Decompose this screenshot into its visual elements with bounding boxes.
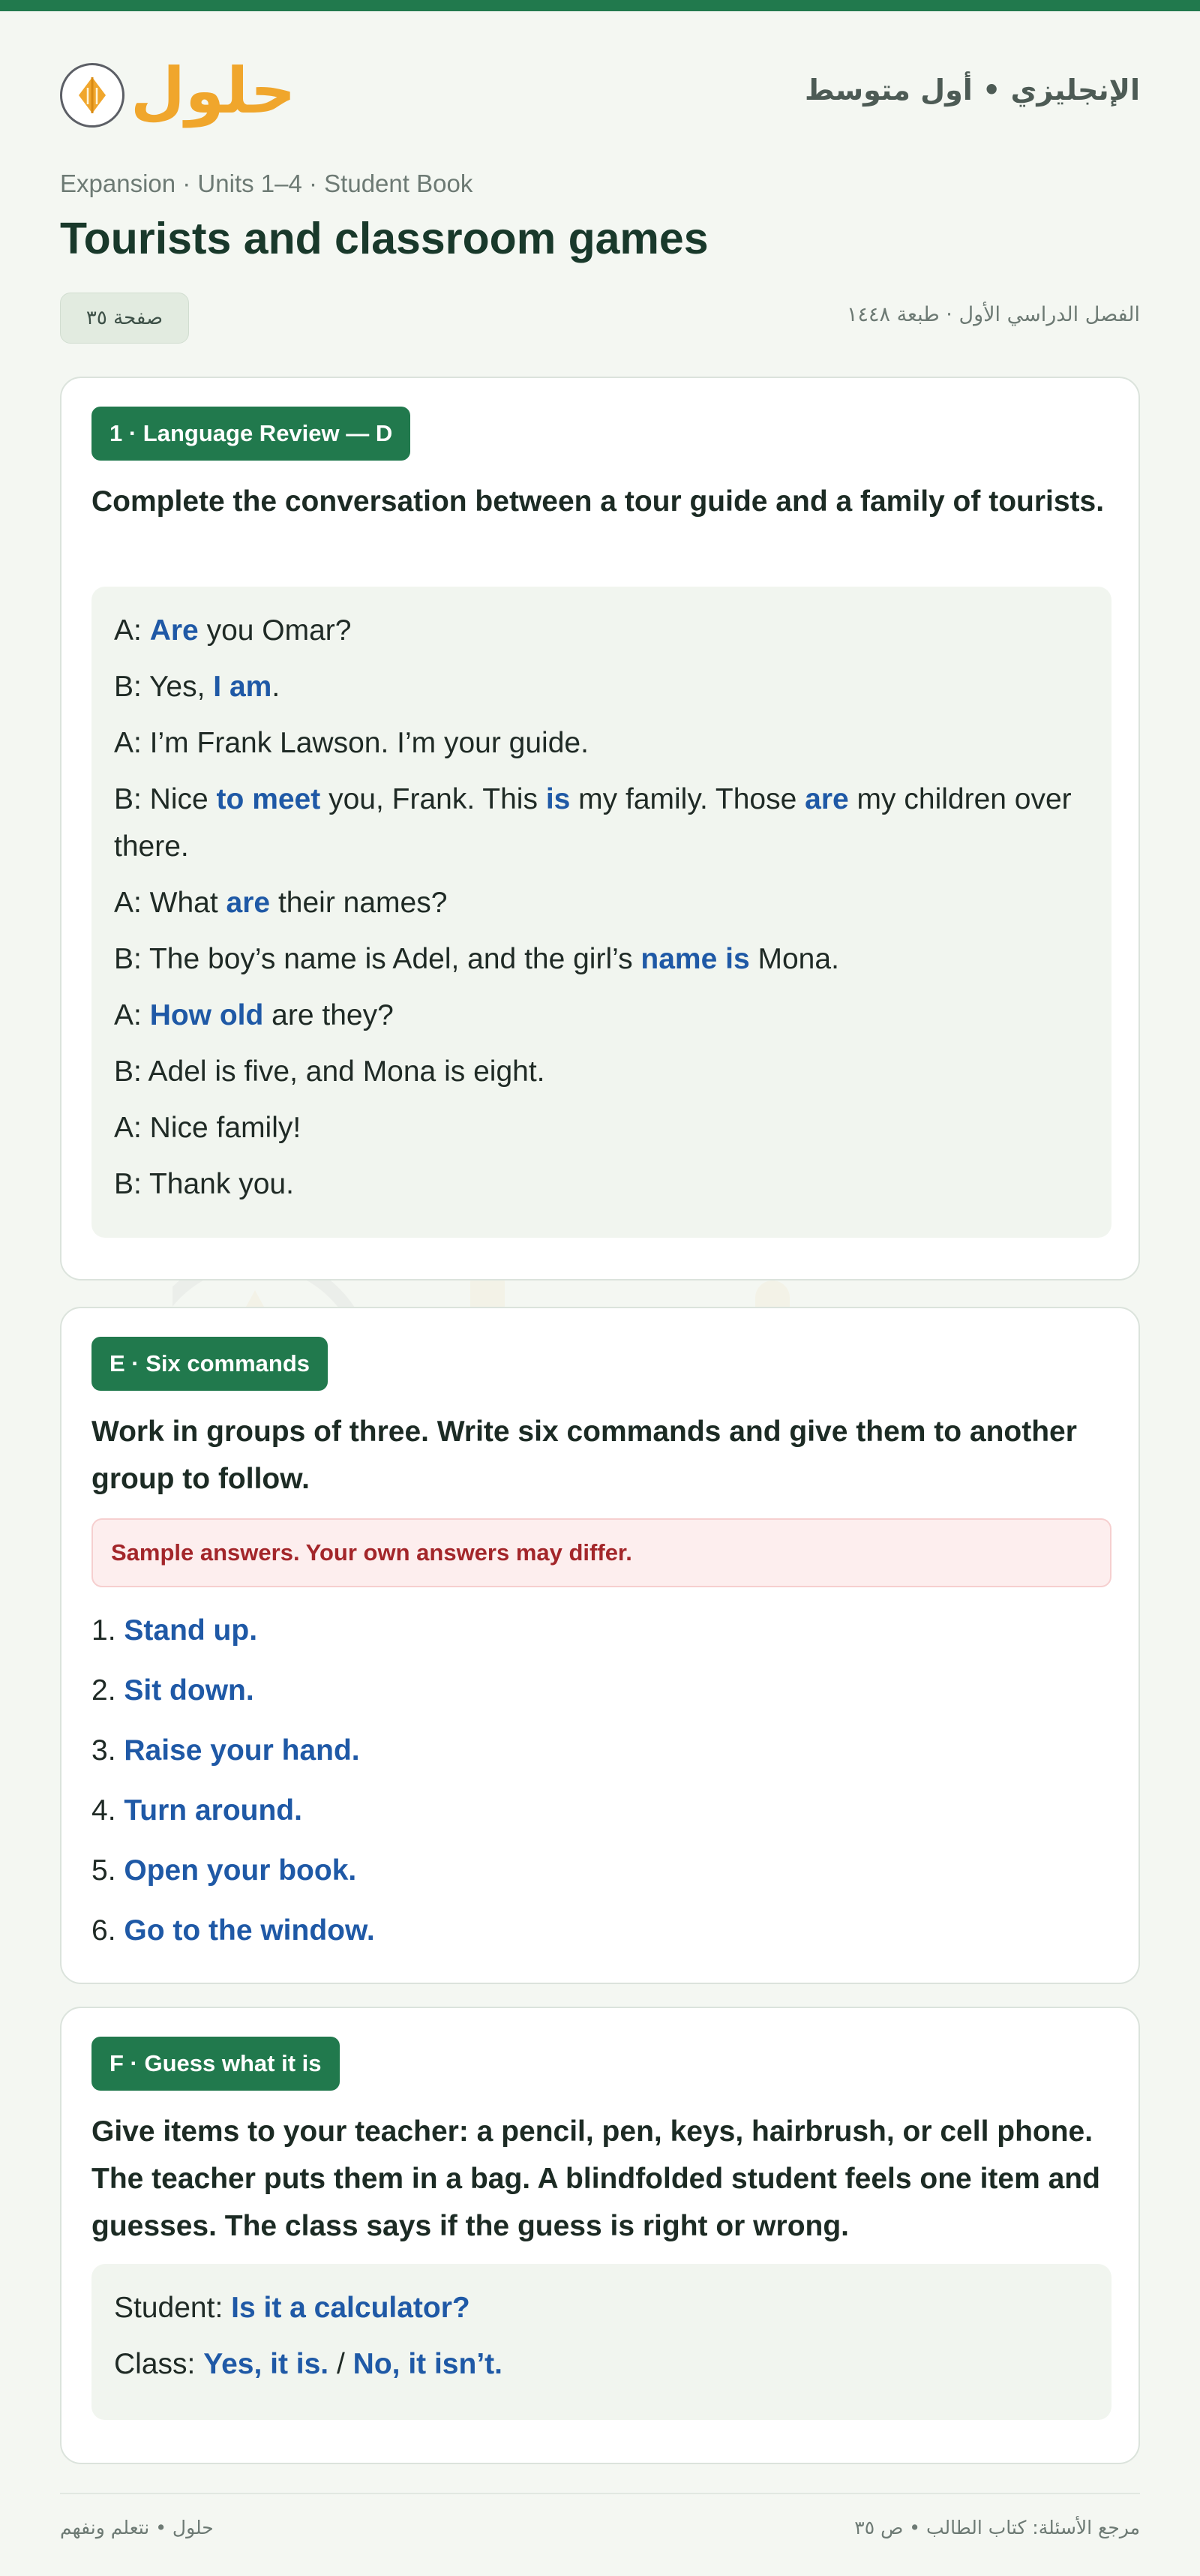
answer-text: Sit down. (124, 1674, 254, 1707)
section-d-instruction: Complete the conversation between a tour guide and a family of tourists. (92, 485, 1105, 518)
section-f-instruction: Give items to your teacher: a pencil, pen, keys, hairbrush, or cell phone. The teacher puts them in a bag. A blindfolded student feels one item and guesses. The class says if the guess is right or wrong. (92, 2115, 1100, 2242)
answer-text: Turn around. (124, 1794, 302, 1827)
answer-text: is (545, 783, 571, 815)
section-e-instruction: Work in groups of three. Write six commands and give them to another group to follow. (92, 1416, 1077, 1495)
answer-text: Are (149, 614, 199, 647)
dialogue-line: B: Thank you. (114, 1168, 294, 1200)
dialogue-line: B: Yes, I am. (114, 671, 280, 703)
dialogue-line: A: What are their names? (114, 887, 448, 919)
breadcrumb: Expansion · Units 1–4 · Student Book (60, 170, 473, 197)
footer-divider (60, 2493, 1140, 2494)
term-edition-label: الفصل الدراسي الأول · طبعة ١٤٤٨ (846, 303, 1140, 326)
answer-text: I am (213, 671, 272, 703)
answer-text: are (805, 783, 849, 815)
section-f-card (60, 2007, 1140, 2464)
dialogue-line: B: The boy’s name is Adel, and the girl’s name is Mona. (114, 943, 839, 975)
page-number-badge: صفحة ٣٥ (60, 293, 189, 344)
subject-heading: الإنجليزي • أول متوسط (805, 74, 1140, 107)
dialogue-line: B: Nice to meet you, Frank. This is my family. Those are my children over there. (114, 783, 1072, 863)
command-item: 5. Open your book. (92, 1854, 357, 1887)
answer-text: No, it isn’t. (352, 2348, 502, 2380)
answer-text: are (226, 887, 271, 919)
book-icon (60, 63, 124, 128)
section-f-tag: F · Guess what it is (92, 2037, 340, 2091)
footer-reference: مرجع الأسئلة: كتاب الطالب • ص ٣٥ (854, 2517, 1140, 2538)
answer-text: Open your book. (124, 1854, 357, 1887)
answer-text: to meet (216, 783, 321, 815)
answer-text: name is (640, 943, 750, 975)
dialogue-line: A: Nice family! (114, 1112, 302, 1144)
command-item: 2. Sit down. (92, 1674, 254, 1707)
top-accent-bar (0, 0, 1200, 11)
answer-text: Raise your hand. (124, 1734, 360, 1767)
answer-text: Yes, it is. (203, 2348, 329, 2380)
answer-text: Go to the window. (124, 1914, 375, 1947)
student-line: Student: Is it a calculator? (114, 2292, 470, 2324)
page-title: Tourists and classroom games (60, 214, 709, 263)
section-e-tag: E · Six commands (92, 1337, 328, 1391)
answer-text: Stand up. (124, 1614, 258, 1647)
sample-answers-note: Sample answers. Your own answers may differ. (92, 1518, 1112, 1587)
section-d-tag: 1 · Language Review — D (92, 407, 410, 461)
footer-tagline: حلول • نتعلم ونفهم (60, 2517, 214, 2538)
section-d-card (60, 377, 1140, 1280)
answer-text: How old (149, 999, 264, 1031)
dialogue-line: B: Adel is five, and Mona is eight. (114, 1055, 545, 1088)
class-line: Class: Yes, it is. / No, it isn’t. (114, 2348, 502, 2380)
command-item: 6. Go to the window. (92, 1914, 375, 1947)
brand-logo[interactable] (60, 54, 296, 128)
command-item: 3. Raise your hand. (92, 1734, 360, 1767)
command-item: 1. Stand up. (92, 1614, 258, 1647)
page-header (60, 54, 1140, 135)
logo-wordmark: حلول (130, 54, 296, 128)
section-e-card (60, 1307, 1140, 1984)
answer-text: Is it a calculator? (231, 2292, 470, 2324)
command-item: 4. Turn around. (92, 1794, 302, 1827)
dialogue-box (92, 587, 1112, 1238)
dialogue-line: A: I’m Frank Lawson. I’m your guide. (114, 727, 589, 759)
dialogue-line: A: Are you Omar? (114, 614, 352, 647)
dialogue-line: A: How old are they? (114, 999, 394, 1031)
guess-dialogue-box (92, 2264, 1112, 2420)
